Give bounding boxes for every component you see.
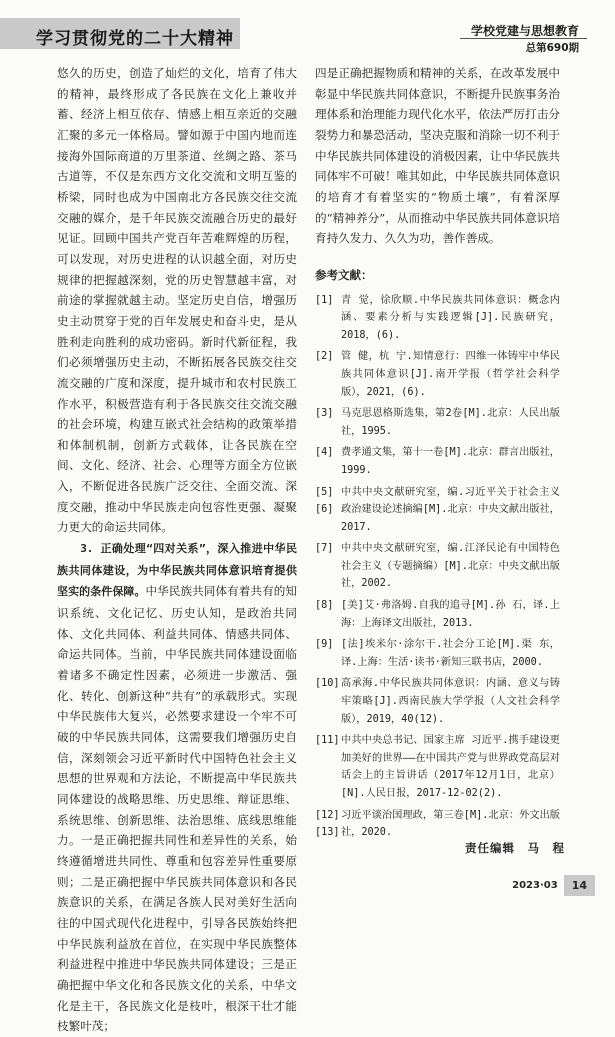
reference-text: 高承海.中华民族共同体意识：内涵、意义与铸牢策略[J].西南民族大学学报（人文社会科学版），2019，40(12).: [341, 678, 560, 725]
header-rule: [460, 38, 587, 39]
left-column: [57, 63, 297, 1037]
reference-item: [315, 636, 560, 671]
reference-item: [315, 540, 560, 593]
left-paragraph-1: 悠久的历史，创造了灿烂的文化，培育了伟大的精神，最终形成了各民族在文化上兼收并蓄、经济上相互依存、情感上相互亲近的交融汇聚的多元一体格局。譬如源于中国内地而连接海外国际商道的万里茶道、丝绸之路、茶马古道等，不仅是东西方文化交流和文明互鉴的桥梁，同时也成为中国南北方各民族交往交流交融的媒介，是千年民族交流融合历史的最好见证。回顾中国共产党百年苦难辉煌的历程，可以发现，对历史进程的认识越全面，对历史规律的把握越深刻，党的历史智慧越丰富，对前途的掌握就越主动。坚定历史自信，增强历史主动贯穿于党的百年发展史和奋斗史，是从胜利走向胜利的成功密码。新时代新征程，我们必须增强历史主动，不断拓展各民族交往交流交融的广度和深度，提升城市和农村民族工作水平，积极营造有利于各民族交往交流交融的社会环境，构建互嵌式社会结构的政策举措和体制机制，创新方式载体，让各民族在空间、文化、经济、社会、心理等方面全方位嵌入，不断促进各民族广泛交往、全面交流、深度交融，推动中华民族走向包容性更强、凝聚力更大的命运共同体。: [57, 66, 297, 535]
journal-name: 学校党建与思想教育: [470, 24, 579, 38]
reference-number: [3]: [315, 408, 334, 420]
reference-text: 中共中央文献研究室，编.习近平关于社会主义政治建设论述摘编[M].北京：中央文献出版社，2017.: [341, 486, 560, 533]
reference-number: [12][13]: [315, 809, 340, 839]
reference-number: [7]: [315, 543, 334, 555]
reference-number: [9]: [315, 639, 334, 651]
reference-number: [5][6]: [315, 486, 334, 516]
reference-item: [315, 348, 560, 401]
reference-number: [2]: [315, 351, 334, 363]
right-paragraph-1: 四是正确把握物质和精神的关系，在改革发展中彰显中华民族共同体意识，不断提升民族事务治理体系和治理能力现代化水平，依法严厉打击分裂势力和暴恐活动，坚决克服和消除一切不利于中华民族共同体建设的消极因素，让中华民族共同体牢不可破！唯其如此，中华民族共同体意识的培育才有着坚实的“物质土壤”，有着深厚的“精神养分”，从而推动中华民族共同体意识培育持久发力、久久为功，善作善成。: [315, 66, 560, 246]
issue-date: 2023·03: [512, 880, 558, 891]
reference-item: [315, 675, 560, 728]
section-3-heading: 3. 正确处理“四对关系”，深入推进中华民族共同体建设，为中华民族共同体意识培育提供坚实的条件保障。: [57, 542, 297, 599]
reference-text: 马克思恩格斯选集，第2卷[M].北京：人民出版社，1995.: [341, 408, 560, 437]
reference-item: [315, 807, 560, 842]
right-column: [315, 63, 560, 846]
reference-item: [315, 292, 560, 345]
page-footer: [512, 875, 595, 896]
reference-number: [11]: [315, 735, 340, 747]
reference-text: 中共中央文献研究室，编.江泽民论有中国特色社会主义（专题摘编）[M].北京：中央文献出版社，2002.: [341, 543, 560, 590]
reference-text: 中共中央总书记、国家主席 习近平.携手建设更加美好的世界——在中国共产党与世界政党高层对话会上的主旨讲话（2017年12月1日，北京）[N].人民日报，2017-12-02(2).: [341, 735, 560, 799]
reference-item: [315, 484, 560, 537]
reference-item: [315, 597, 560, 632]
reference-number: [4]: [315, 447, 334, 459]
reference-text: 青 觉，徐欣顺.中华民族共同体意识：概念内涵、要素分析与实践逻辑[J].民族研究，2018，(6).: [341, 294, 560, 341]
section-3-body: 中华民族共同体有着共有的知识系统、文化记忆、历史认知，是政治共同体、文化共同体、利益共同体、情感共同体、命运共同体。当前，中华民族共同体建设面临着诸多不确定性因素，必须进一步激活、强化、转化、创新这种“共有”的承载形式。实现中华民族伟大复兴，必然要求建设一个牢不可破的中华民族共同体，这需要我们增强历史自信，深刻领会习近平新时代中国特色社会主义思想的世界观和方法论，不断提高中华民族共同体建设的战略思维、历史思维、辩证思维、系统思维、创新思维、法治思维、底线思维能力。一是正确把握共同性和差异性的关系，始终遵循增进共同性、尊重和包容差异性重要原则；二是正确把握中华民族共同体意识和各民族意识的关系，在满足各族人民对美好生活向往的中国式现代化进程中，引导各民族始终把中华民族利益放在首位，在实现中华民族整体利益进程中推进中华民族共同体建设；三是正确把握中华文化和各民族文化的关系，中华文化是主干，各民族文化是枝叶，根深干壮才能枝繁叶茂；: [57, 584, 297, 1034]
reference-text: [美]艾·弗洛姆.自我的追寻[M].孙 石，译.上海：上海译文出版社，2013.: [341, 600, 560, 629]
journal-issue: 总第690期: [525, 42, 579, 54]
left-paragraph-2: [57, 538, 297, 1037]
reference-number: [1]: [315, 294, 334, 306]
references-list: [315, 292, 560, 842]
reference-text: [法]埃米尔·涂尔干.社会分工论[M].渠 东，译.上海：生活·读书·新知三联书店，2000.: [341, 639, 560, 668]
references-title: 参考文献：: [315, 267, 373, 282]
section-banner-title: 学习贯彻党的二十大精神: [36, 29, 234, 49]
reference-text: 习近平谈治国理政，第三卷[M].北京：外文出版社，2020.: [341, 809, 560, 839]
reference-number: [8]: [315, 600, 334, 612]
reference-number: [10]: [315, 678, 340, 690]
reference-item: [315, 732, 560, 802]
reference-text: 费孝通文集，第十一卷[M].北京：群言出版社，1999.: [341, 447, 560, 476]
section-banner: [0, 18, 240, 49]
reference-item: [315, 405, 560, 440]
responsible-editor: 责任编辑 马 程: [465, 841, 565, 855]
reference-text: 管 健，杭 宁.知情意行：四维一体铸牢中华民族共同体意识[J].南开学报（哲学社会科学版），2021，(6).: [341, 351, 560, 398]
reference-item: [315, 444, 560, 479]
page-number: 14: [564, 875, 595, 896]
